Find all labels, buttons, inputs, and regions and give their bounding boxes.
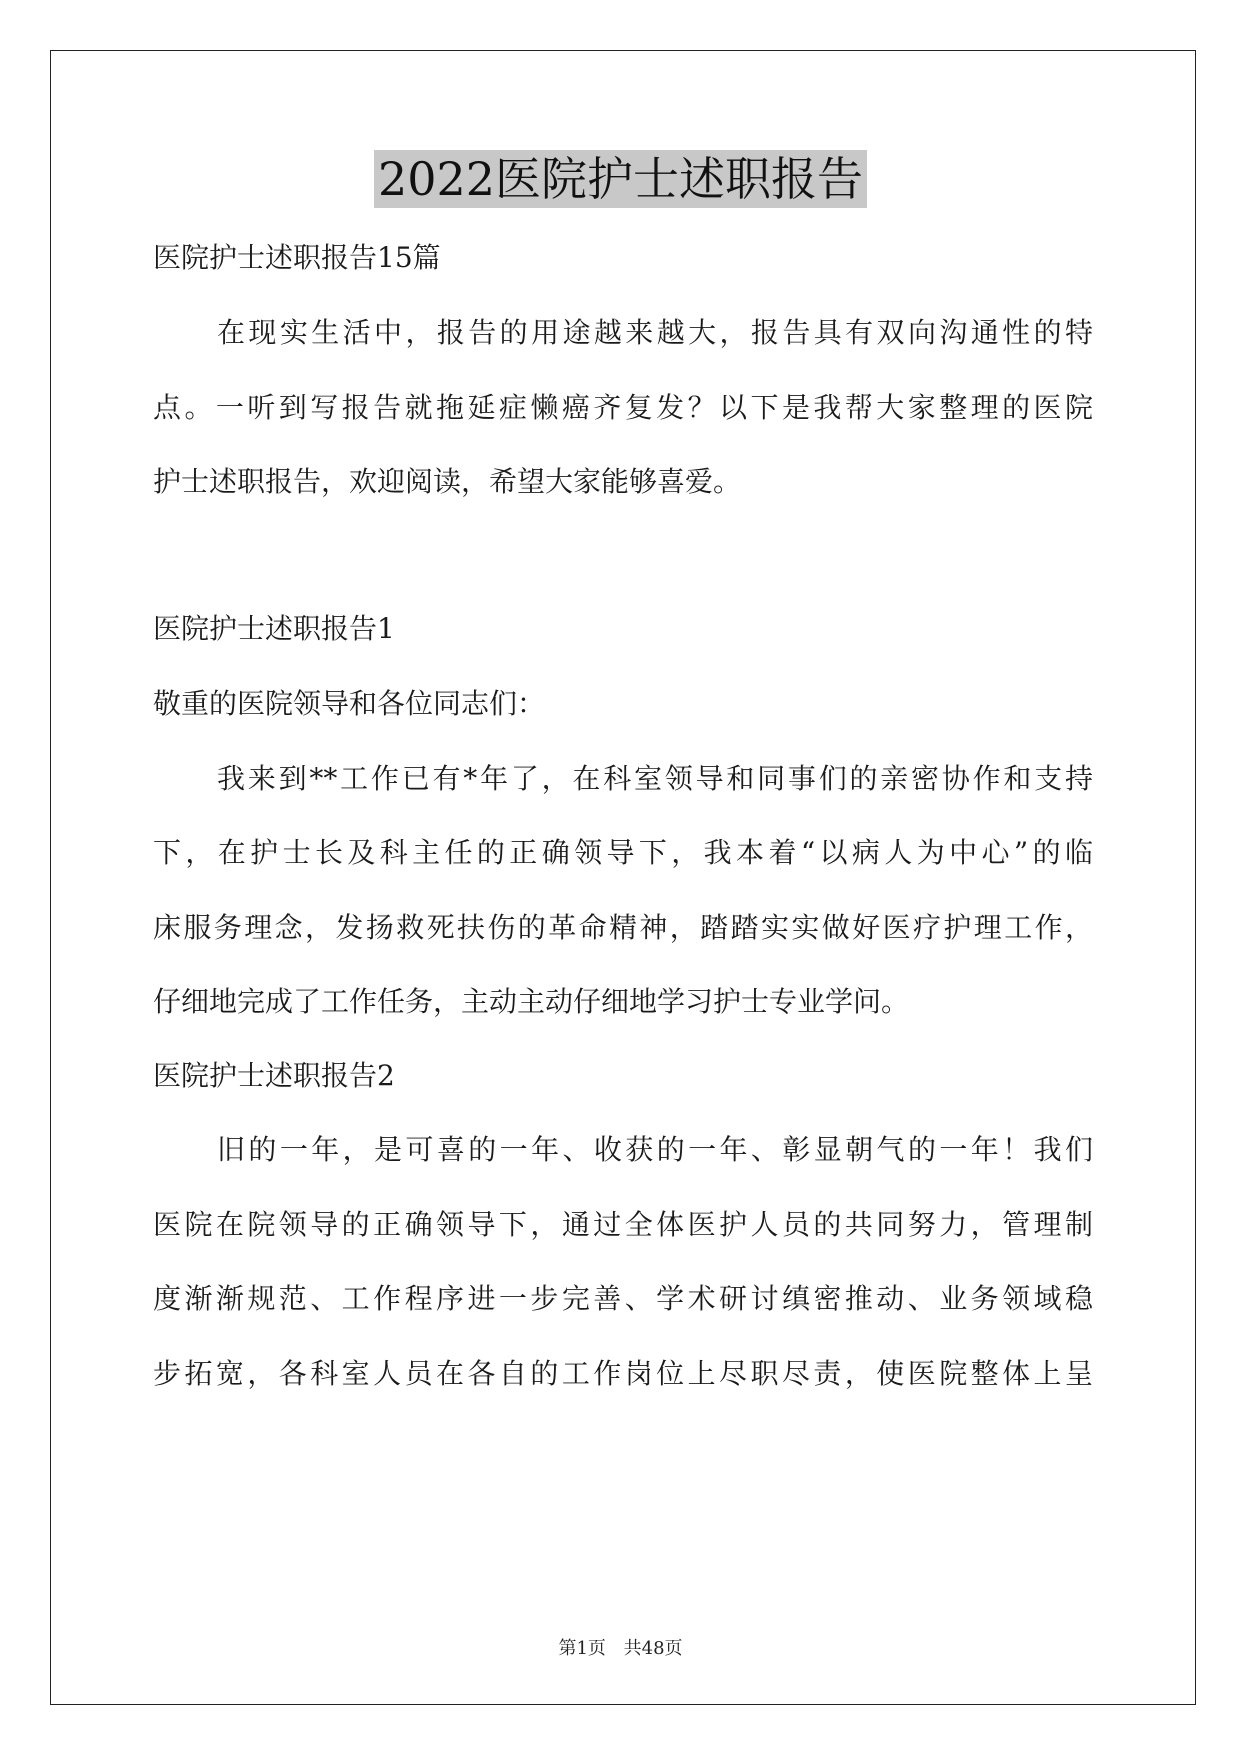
- title-container: [0, 150, 1241, 208]
- page-footer: [0, 1634, 1241, 1660]
- document-subtitle: 医院护士述职报告15篇: [153, 241, 441, 274]
- section2-heading: 医院护士述职报告2: [153, 1059, 395, 1092]
- intro-line-1: 在现实生活中，报告的用途越来越大，报告具有双向沟通性的特: [217, 316, 1093, 349]
- section1-line-3: 床服务理念，发扬救死扶伤的革命精神，踏踏实实做好医疗护理工作，: [153, 911, 1093, 944]
- section2-line-4: 步拓宽，各科室人员在各自的工作岗位上尽职尽责，使医院整体上呈: [153, 1357, 1093, 1390]
- document-title: 2022医院护士述职报告: [374, 150, 867, 208]
- section1-line-2: 下，在护士长及科主任的正确领导下，我本着“以病人为中心”的临: [153, 836, 1093, 869]
- intro-line-2: 点。一听到写报告就拖延症懒癌齐复发？以下是我帮大家整理的医院: [153, 391, 1093, 424]
- section1-line-4: 仔细地完成了工作任务，主动主动仔细地学习护士专业学问。: [153, 985, 910, 1018]
- page-number: 第1页: [558, 1638, 606, 1659]
- section1-heading: 医院护士述职报告1: [153, 612, 395, 645]
- section2-line-1: 旧的一年，是可喜的一年、收获的一年、彰显朝气的一年！我们: [217, 1133, 1093, 1166]
- section1-line-1: 我来到**工作已有*年了，在科室领导和同事们的亲密协作和支持: [217, 762, 1093, 795]
- intro-line-3: 护士述职报告，欢迎阅读，希望大家能够喜爱。: [153, 465, 742, 498]
- section2-line-3: 度渐渐规范、工作程序进一步完善、学术研讨缜密推动、业务领域稳: [153, 1282, 1093, 1315]
- section1-salutation: 敬重的医院领导和各位同志们：: [153, 687, 546, 720]
- page-total: 共48页: [623, 1638, 683, 1659]
- page-border: [50, 50, 1196, 1705]
- section2-line-2: 医院在院领导的正确领导下，通过全体医护人员的共同努力，管理制: [153, 1208, 1093, 1241]
